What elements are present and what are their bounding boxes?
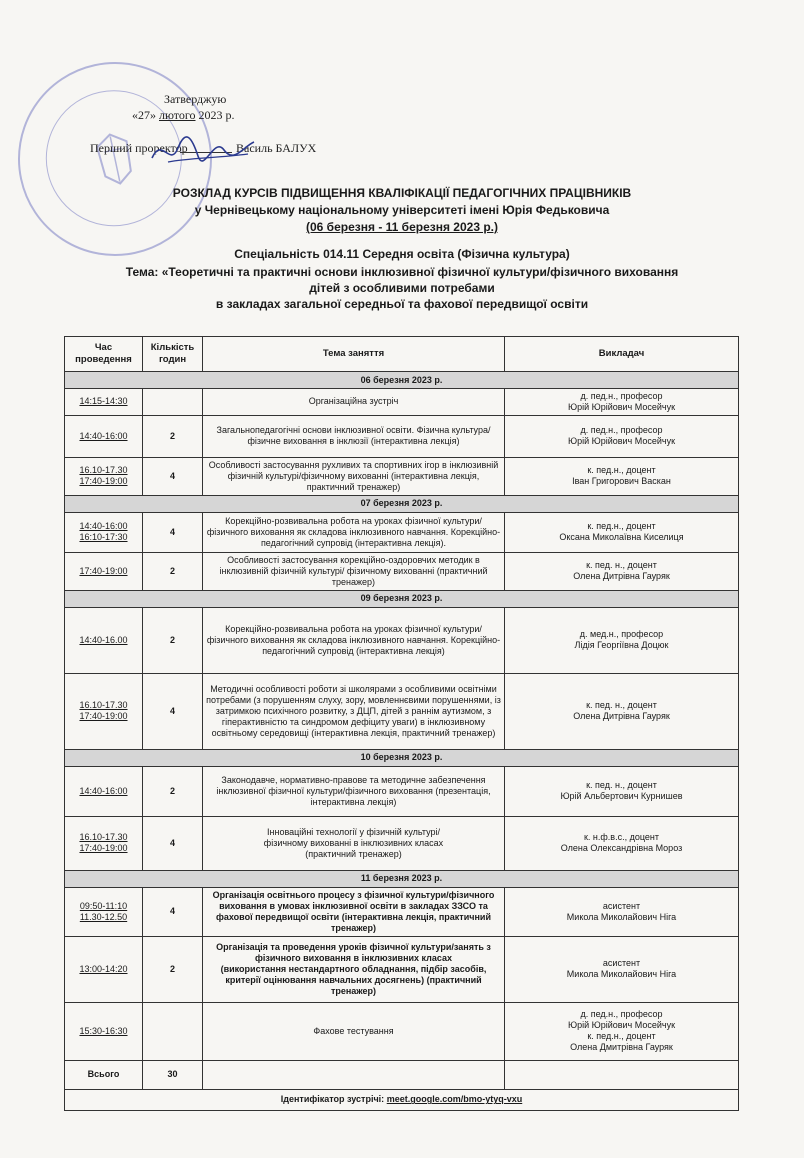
session-time: 14:40-16:00 bbox=[79, 430, 128, 441]
schedule-title: РОЗКЛАД КУРСІВ ПІДВИЩЕННЯ КВАЛІФІКАЦІЇ ПЕДАГОГІЧНИХ ПРАЦІВНИКІВ bbox=[172, 186, 632, 200]
header-topic: Тема заняття bbox=[203, 337, 505, 372]
schedule-table bbox=[64, 336, 739, 1111]
date-row bbox=[65, 749, 739, 766]
session-hours-cell bbox=[143, 766, 203, 816]
session-time-cell bbox=[65, 552, 143, 590]
session-time: 15:30-16:30 bbox=[79, 1025, 128, 1036]
session-topic: Методичні особливості роботи зі школярами з особливими освітніми потребами (з порушенням слуху, зору, мовленнєвими порушеннями, із затримкою психічного розвитку, з ДЦП, дітей з раннім аутизмом, з гіперактивністю та синдромом дефіциту уваги) в інклюзивному освітньому середовищі (інтерактивна лекція, практичний тренажер) bbox=[206, 683, 501, 738]
session-teacher: асистент Микола Миколайович Ніга bbox=[566, 900, 677, 922]
university-name: у Чернівецькому національному університеті імені Юрія Федьковича bbox=[194, 203, 610, 217]
session-topic: Корекційно-розвивальна робота на уроках фізичної культури/фізичного виховання як складова інклюзивного навчання. Корекційно-педагогічний супровід (інтерактивна лекція). bbox=[206, 515, 501, 548]
table-header-row bbox=[65, 337, 739, 372]
session-topic: Особливості застосування рухливих та спортивних ігор в інклюзивній фізичній культурі/фізичному вихованні (інтерактивна лекція, практичний тренажер) bbox=[208, 459, 499, 492]
session-time: 14:40-16:00 bbox=[79, 785, 128, 796]
session-hours: 2 bbox=[169, 785, 175, 796]
session-hours: 2 bbox=[169, 963, 175, 974]
session-hours-cell bbox=[143, 415, 203, 457]
session-teacher: д. мед.н., професор Лідія Георгіївна Доцюк bbox=[574, 629, 669, 651]
session-time-cell bbox=[65, 415, 143, 457]
total-row bbox=[65, 1060, 739, 1089]
table-row bbox=[65, 816, 739, 870]
date-row bbox=[65, 590, 739, 607]
session-time: 17:40-19:00 bbox=[79, 565, 128, 576]
header-teacher: Викладач bbox=[505, 337, 739, 372]
session-teacher: к. пед. н., доцент Олена Дитрівна Гауряк bbox=[573, 700, 670, 722]
session-teacher-cell bbox=[505, 766, 739, 816]
total-label: Всього bbox=[65, 1060, 143, 1089]
session-time: 14:15-14:30 bbox=[79, 396, 128, 407]
session-hours: 4 bbox=[169, 470, 175, 481]
session-teacher: к. н.ф.в.с., доцент Олена Олександрівна Мороз bbox=[560, 832, 683, 854]
session-teacher-cell bbox=[505, 552, 739, 590]
date-row bbox=[65, 495, 739, 512]
session-time-cell bbox=[65, 673, 143, 749]
session-topic: Організація освітнього процесу з фізичної культури/фізичного виховання в умовах інклюзивної освіти в закладах ЗЗСО та фахової передвищої освіти (інтерактивна лекція, практичний тренажер) bbox=[212, 889, 495, 933]
session-hours-cell bbox=[143, 1002, 203, 1060]
session-hours-cell bbox=[143, 887, 203, 936]
table-row bbox=[65, 512, 739, 552]
session-topic: Фахове тестування bbox=[313, 1025, 394, 1036]
total-hours: 30 bbox=[143, 1060, 203, 1089]
session-time: 14:40-16.00 bbox=[79, 634, 128, 645]
session-teacher-cell bbox=[505, 457, 739, 495]
session-topic-cell bbox=[203, 552, 505, 590]
session-time-cell bbox=[65, 816, 143, 870]
approval-year: 2023 р. bbox=[198, 108, 235, 122]
session-time-cell bbox=[65, 512, 143, 552]
session-topic-cell bbox=[203, 887, 505, 936]
session-topic-cell bbox=[203, 457, 505, 495]
session-hours: 2 bbox=[169, 430, 175, 441]
session-topic: Корекційно-розвивальна робота на уроках фізичної культури/фізичного виховання як складова інклюзивного навчання. Корекційно-педагогічний супровід (інтерактивна лекція) bbox=[206, 623, 501, 656]
session-topic-cell bbox=[203, 673, 505, 749]
table-row bbox=[65, 457, 739, 495]
total-empty-teacher bbox=[505, 1060, 739, 1089]
handwritten-signature-icon bbox=[148, 128, 258, 178]
specialty: Спеціальність 014.11 Середня освіта (Фізична культура) bbox=[234, 247, 570, 261]
session-topic: Загальнопедагогічні основи інклюзивної освіти. Фізична культура/фізичне виховання в інклюзії (інтерактивна лекція) bbox=[216, 425, 491, 447]
session-hours-cell bbox=[143, 816, 203, 870]
session-teacher-cell bbox=[505, 887, 739, 936]
topic-line-1: Тема: «Теоретичні та практичні основи інклюзивної фізичної культури/фізичного виховання bbox=[125, 265, 679, 279]
topic-line-3: в закладах загальної середньої та фахової передвищої освіти bbox=[215, 297, 589, 311]
session-teacher-cell bbox=[505, 607, 739, 673]
session-topic-cell bbox=[203, 1002, 505, 1060]
session-teacher-cell bbox=[505, 415, 739, 457]
session-time: 16.10-17.30 17:40-19:00 bbox=[79, 832, 128, 854]
table-row bbox=[65, 415, 739, 457]
session-hours-cell bbox=[143, 607, 203, 673]
session-teacher-cell bbox=[505, 389, 739, 416]
session-teacher: д. пед.н., професор Юрій Юрійович Мосейчук к. пед.н., доцент Олена Дмитрівна Гауряк bbox=[567, 1009, 675, 1053]
schedule-body bbox=[65, 372, 739, 1061]
session-hours-cell bbox=[143, 673, 203, 749]
session-time-cell bbox=[65, 1002, 143, 1060]
header-time: Час проведення bbox=[65, 337, 143, 372]
session-hours: 4 bbox=[169, 705, 175, 716]
session-hours-cell bbox=[143, 512, 203, 552]
date-label: 11 березня 2023 р. bbox=[65, 870, 739, 887]
meeting-cell bbox=[65, 1089, 739, 1110]
total-empty-topic bbox=[203, 1060, 505, 1089]
table-row bbox=[65, 766, 739, 816]
date-row bbox=[65, 870, 739, 887]
session-teacher: к. пед. н., доцент Олена Дитрівна Гауряк bbox=[573, 560, 670, 582]
session-hours: 4 bbox=[169, 526, 175, 537]
date-label: 07 березня 2023 р. bbox=[65, 495, 739, 512]
date-label: 09 березня 2023 р. bbox=[65, 590, 739, 607]
session-teacher: к. пед. н., доцент Юрій Альбертович Курнишев bbox=[560, 780, 683, 802]
session-time-cell bbox=[65, 389, 143, 416]
session-topic-cell bbox=[203, 766, 505, 816]
session-topic: Організаційна зустріч bbox=[308, 396, 399, 407]
session-hours: 2 bbox=[169, 565, 175, 576]
approval-month: лютого bbox=[159, 108, 196, 122]
session-topic-cell bbox=[203, 415, 505, 457]
session-topic: Особливості застосування корекційно-оздоровчих методик в інклюзивній фізичній культурі/ фізичному вихованні (практичний тренажер) bbox=[219, 554, 488, 587]
session-topic-cell bbox=[203, 389, 505, 416]
session-teacher: д. пед.н., професор Юрій Юрійович Мосейчук bbox=[567, 425, 675, 447]
session-hours-cell bbox=[143, 457, 203, 495]
session-time: 13:00-14:20 bbox=[79, 963, 128, 974]
table-row bbox=[65, 673, 739, 749]
session-hours: 4 bbox=[169, 906, 175, 917]
session-hours: 4 bbox=[169, 837, 175, 848]
session-teacher: асистент Микола Миколайович Ніга bbox=[566, 958, 677, 980]
approval-position: Перший проректор bbox=[90, 141, 188, 155]
session-topic: Законодавче, нормативно-правове та методичне забезпечення інклюзивної фізичної культури/фізичного виховання (презентація, інтерактивна лекція) bbox=[216, 774, 491, 807]
session-hours-cell bbox=[143, 552, 203, 590]
session-teacher: д. пед.н., професор Юрій Юрійович Мосейчук bbox=[567, 391, 675, 412]
session-topic-cell bbox=[203, 936, 505, 1002]
session-time-cell bbox=[65, 607, 143, 673]
session-time-cell bbox=[65, 887, 143, 936]
session-teacher: к. пед.н., доцент Оксана Миколаївна Киселиця bbox=[559, 521, 684, 543]
topic-line-2: дітей з особливими потребами bbox=[309, 281, 495, 295]
approval-date bbox=[132, 108, 235, 123]
session-topic: Інноваційні технології у фізичній культурі/ фізичному вихованні в інклюзивних класах (практичний тренажер) bbox=[263, 826, 444, 859]
meeting-link[interactable]: meet.google.com/bmo-ytyq-vxu bbox=[386, 1094, 523, 1105]
date-row bbox=[65, 372, 739, 389]
session-time-cell bbox=[65, 936, 143, 1002]
table-row bbox=[65, 389, 739, 416]
date-label: 06 березня 2023 р. bbox=[65, 372, 739, 389]
table-row bbox=[65, 1002, 739, 1060]
date-label: 10 березня 2023 р. bbox=[65, 749, 739, 766]
session-teacher: к. пед.н., доцент Іван Григорович Васкан bbox=[572, 465, 671, 487]
session-teacher-cell bbox=[505, 512, 739, 552]
table-row bbox=[65, 887, 739, 936]
header-hours: Кількість годин bbox=[143, 337, 203, 372]
session-hours-cell bbox=[143, 936, 203, 1002]
session-topic-cell bbox=[203, 512, 505, 552]
session-time: 16.10-17.30 17:40-19:00 bbox=[79, 465, 128, 487]
table-row bbox=[65, 552, 739, 590]
session-time-cell bbox=[65, 457, 143, 495]
approval-name: Василь БАЛУХ bbox=[236, 141, 317, 155]
approval-day: «27» bbox=[132, 108, 156, 122]
course-period: (06 березня - 11 березня 2023 р.) bbox=[306, 220, 498, 234]
session-time: 16.10-17.30 17:40-19:00 bbox=[79, 700, 128, 722]
table-row bbox=[65, 936, 739, 1002]
meeting-label: Ідентифікатор зустрічі: bbox=[280, 1094, 385, 1105]
session-teacher-cell bbox=[505, 1002, 739, 1060]
table-row bbox=[65, 607, 739, 673]
session-topic-cell bbox=[203, 816, 505, 870]
session-time: 14:40-16:00 16:10-17:30 bbox=[79, 521, 128, 543]
session-teacher-cell bbox=[505, 936, 739, 1002]
meeting-row bbox=[65, 1089, 739, 1110]
approval-caption: Затверджую bbox=[164, 92, 227, 106]
session-time: 09:50-11:10 11.30-12.50 bbox=[79, 900, 128, 922]
session-teacher-cell bbox=[505, 673, 739, 749]
session-time-cell bbox=[65, 766, 143, 816]
session-teacher-cell bbox=[505, 816, 739, 870]
session-hours-cell bbox=[143, 389, 203, 416]
session-topic-cell bbox=[203, 607, 505, 673]
session-topic: Організація та проведення уроків фізичної культури/занять з фізичного виховання в інклюзивних класах (використання нестандартного обладнання, підбір засобів, критерії оцінювання навчальних досягнень) (практичний тренажер) bbox=[216, 941, 491, 996]
session-hours: 2 bbox=[169, 634, 175, 645]
